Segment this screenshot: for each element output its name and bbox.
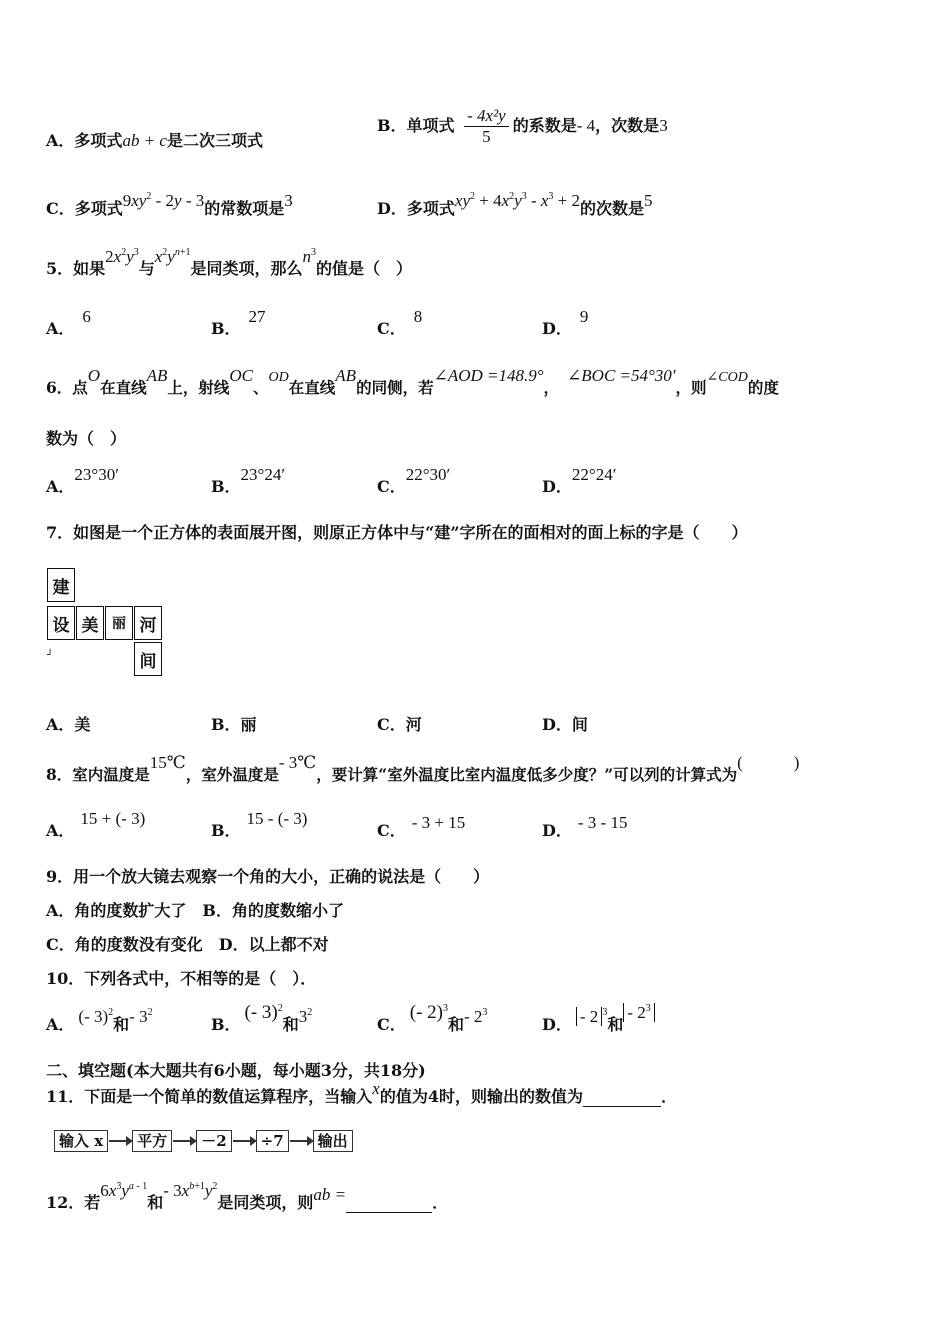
q5-stem: 5．如果$2x^2y^3$与$x^2y^{n+1}$是同类项，那么$n^3$的值是（ ） [46, 247, 413, 278]
net-cell-1: 设 [47, 606, 75, 640]
q10-option-b: B．(- 3)$^2$和$3^2$ [211, 1002, 313, 1034]
q8-option-d: D． - 3 - 15 [542, 813, 628, 840]
net-cell-top: 建 [47, 568, 75, 602]
q6-option-d: D．22°24′ [542, 465, 617, 496]
flow-output-box: 输出 [313, 1130, 353, 1152]
q6-option-b: B．23°24′ [211, 465, 286, 496]
q11-stem: 11．下面是一个简单的数值运算程序，当输入x的值为4时，则输出的数值为 ． [46, 1079, 677, 1106]
q7-option-a: A．美 [46, 715, 91, 734]
q6-stem-cont: 数为（ ） [46, 429, 127, 448]
flow-arrow-icon [233, 1140, 255, 1142]
q7-option-c: C．河 [377, 715, 422, 734]
q4-option-d: D．多项式$xy^2 + 4x^2y^3 - x^3 + 2$的次数是5 [377, 191, 653, 218]
q4-c-expr: $9xy^2 - 2y - 3$ [122, 191, 205, 210]
flow-arrow-icon [290, 1140, 312, 1142]
q5-option-c: C．8 [377, 307, 423, 338]
q10-stem: 10．下列各式中，不相等的是（ ）． [46, 969, 317, 988]
q6-option-c: C．22°30′ [377, 465, 451, 496]
q8-stem: 8．室内温度是15℃，室外温度是- 3℃，要计算“室外温度比室内温度低多少度？”可以列的计算式为( ) [46, 753, 800, 784]
q12-stem: 12．若$6x^3y^{a - 1}$和- $3x^{b+1}y^2$是同类项，则ab = ． [46, 1181, 449, 1212]
q5-expr3: $n^3$ [302, 247, 316, 266]
q4-option-b: B．单项式 $\frac{\text{- 4x²y}}{5}$ 的系数是- 4，次数是3 [377, 106, 668, 146]
q7-option-b: B．丽 [211, 715, 257, 734]
q11-answer-blank[interactable] [583, 1106, 661, 1107]
net-cell-3: 丽 [105, 606, 133, 640]
q8-option-b: B．15 - (- 3) [211, 809, 308, 840]
net-mark: ┘ [47, 650, 54, 661]
flow-input-box: 输入 x [54, 1130, 108, 1152]
q8-option-c: C． - 3 + 15 [377, 813, 466, 840]
q10-option-d: D． - 2 $^3$和- $2^3$ [542, 1012, 655, 1035]
q5-option-b: B．27 [211, 307, 266, 338]
section-2-title: 二、填空题(本大题共有6小题，每小题3分，共18分) [46, 1061, 426, 1080]
q7-stem: 7．如图是一个正方体的表面展开图，则原正方体中与“建”字所在的面相对的面上标的字是（ ） [46, 523, 748, 542]
flow-minus-box: －2 [196, 1130, 231, 1152]
q6-option-a: A．23°30′ [46, 465, 119, 496]
net-cell-4: 河 [134, 606, 162, 640]
q7-option-d: D．间 [542, 715, 588, 734]
q4-d-expr: $xy^2 + 4x^2y^3 - x^3 + 2$ [454, 191, 580, 210]
net-cell-bottom: 间 [134, 642, 162, 676]
q5-expr1: $2x^2y^3$ [105, 247, 139, 266]
q8-option-a: A．15 + (- 3) [46, 809, 146, 840]
q12-answer-blank[interactable] [346, 1212, 432, 1213]
q10-option-a: A． (- 3)$^2$和- $3^2$ [46, 1007, 153, 1034]
flow-arrow-icon [173, 1140, 195, 1142]
q9-stem: 9．用一个放大镜去观察一个角的大小，正确的说法是（ ） [46, 867, 490, 886]
net-cell-2: 美 [76, 606, 104, 640]
q6-stem: 6．点O在直线AB上，射线OC、OD在直线AB的同侧，若∠AOD =148.9°，∠BOC =54°30′，则∠COD的度 [46, 366, 779, 397]
q5-option-d: D．9 [542, 307, 589, 338]
q5-expr2: $x^2y^{n+1}$ [154, 247, 191, 266]
q5-option-a: A．6 [46, 307, 91, 338]
q4-a-expr: ab + c [122, 131, 167, 150]
q4-option-c: C．多项式$9xy^2 - 2y - 3$的常数项是3 [46, 191, 293, 218]
q11-flowchart [54, 1130, 353, 1152]
flow-divide-box: ÷7 [256, 1130, 289, 1152]
q12-expr2: - $3x^{b+1}y^2$ [163, 1181, 218, 1200]
q9-options-line1: A．角的度数扩大了 B．角的度数缩小了 [46, 901, 344, 920]
q4-b-fraction: $\frac{\text{- 4x²y}}{5}$ [464, 106, 509, 147]
q9-options-line2: C．角的度数没有变化 D．以上都不对 [46, 935, 329, 954]
flow-arrow-icon [109, 1140, 131, 1142]
q12-expr1: $6x^3y^{a - 1}$ [100, 1181, 148, 1200]
q4-option-a: A．多项式ab + c是二次三项式 [46, 131, 263, 150]
flow-square-box: 平方 [132, 1130, 172, 1152]
q10-option-c: C．(- 2)$^3$和- $2^3$ [377, 1002, 488, 1034]
